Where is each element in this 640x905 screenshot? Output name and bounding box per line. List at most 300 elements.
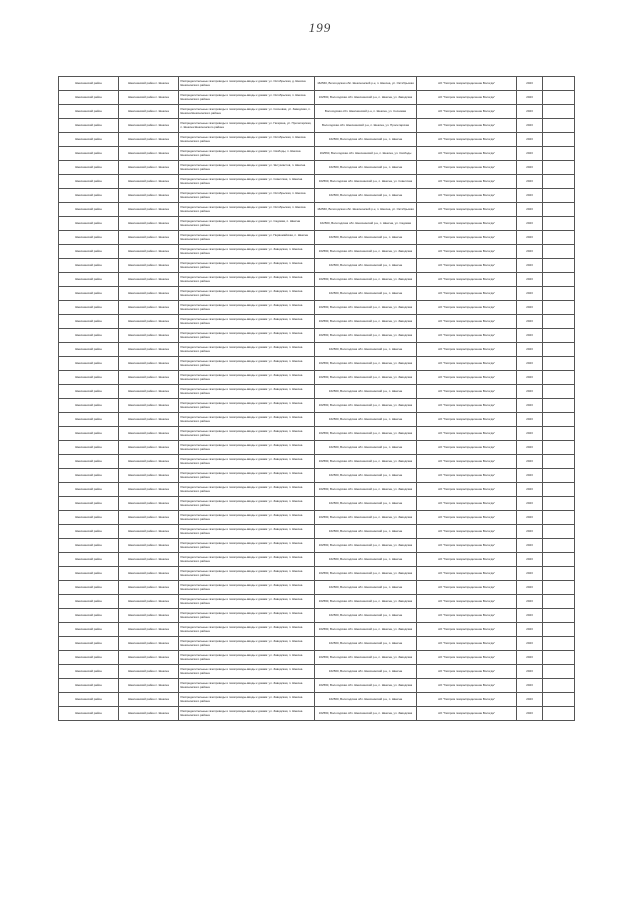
object-description-cell: Распределительные газопроводы и газопроводы-вводы к домам: ул. Заводская, п. Шексна Шекснинского района bbox=[179, 483, 315, 497]
table-row bbox=[59, 175, 575, 189]
organization-cell: АО "Газпром газораспределение Вологда" bbox=[417, 287, 517, 301]
settlement-cell: Шекснинский район п. Шексна bbox=[119, 259, 179, 273]
month-cell bbox=[543, 259, 575, 273]
settlement-cell: Шекснинский район п. Шексна bbox=[119, 273, 179, 287]
month-cell bbox=[543, 525, 575, 539]
table-row bbox=[59, 105, 575, 119]
object-description-cell: Распределительные газопроводы и газопроводы-вводы к домам: ул. Заводская, п. Шексна Шекснинского района bbox=[179, 665, 315, 679]
object-description-cell: Распределительные газопроводы и газопроводы-вводы к домам: ул. Советская, п. Шексна Шекснинского района bbox=[179, 175, 315, 189]
table-row bbox=[59, 427, 575, 441]
settlement-cell: Шекснинский район п. Шексна bbox=[119, 77, 179, 91]
object-description-cell: Распределительные газопроводы и газопроводы-вводы к домам: ул. Энтузиастов, п. Шексна Шекснинского района bbox=[179, 161, 315, 175]
table-row bbox=[59, 539, 575, 553]
organization-cell: АО "Газпром газораспределение Вологда" bbox=[417, 707, 517, 721]
settlement-cell: Шекснинский район п. Шексна bbox=[119, 637, 179, 651]
object-description-cell: Распределительные газопроводы и газопроводы-вводы к домам: ул. Свободы, п. Шексна Шекснинского района bbox=[179, 147, 315, 161]
address-cell: 162560, Вологодская обл. Шекснинский р-н, п. Шексна bbox=[315, 553, 417, 567]
year-cell: 2023 bbox=[517, 679, 543, 693]
settlement-cell: Шекснинский район п. Шексна bbox=[119, 189, 179, 203]
month-cell bbox=[543, 511, 575, 525]
district-cell: Шекснинский район bbox=[59, 287, 119, 301]
organization-cell: АО "Газпром газораспределение Вологда" bbox=[417, 469, 517, 483]
address-cell: 162560, Вологодская обл. Шекснинский р-н, п. Шексна bbox=[315, 497, 417, 511]
district-cell: Шекснинский район bbox=[59, 427, 119, 441]
settlement-cell: Шекснинский район п. Шексна bbox=[119, 455, 179, 469]
year-cell: 2023 bbox=[517, 161, 543, 175]
district-cell: Шекснинский район bbox=[59, 273, 119, 287]
address-cell: 162560, Вологодская обл. Шекснинский р-н, п. Шексна, ул. Заводская bbox=[315, 245, 417, 259]
settlement-cell: Шекснинский район п. Шексна bbox=[119, 91, 179, 105]
district-cell: Шекснинский район bbox=[59, 441, 119, 455]
month-cell bbox=[543, 413, 575, 427]
district-cell: Шекснинский район bbox=[59, 483, 119, 497]
year-cell: 2023 bbox=[517, 707, 543, 721]
district-cell: Шекснинский район bbox=[59, 469, 119, 483]
year-cell: 2023 bbox=[517, 497, 543, 511]
address-cell: 162560, Вологодская обл. Шекснинский р-н, п. Шексна bbox=[315, 161, 417, 175]
district-cell: Шекснинский район bbox=[59, 707, 119, 721]
settlement-cell: Шекснинский район п. Шексна bbox=[119, 693, 179, 707]
settlement-cell: Шекснинский район п. Шексна bbox=[119, 301, 179, 315]
table-row bbox=[59, 357, 575, 371]
object-description-cell: Распределительные газопроводы и газопроводы-вводы к домам: ул. Заводская, п. Шексна Шекснинского района bbox=[179, 441, 315, 455]
object-description-cell: Распределительные газопроводы и газопроводы-вводы к домам: ул. Заводская, п. Шексна Шекснинского района bbox=[179, 581, 315, 595]
year-cell: 2023 bbox=[517, 567, 543, 581]
district-cell: Шекснинский район bbox=[59, 595, 119, 609]
organization-cell: АО "Газпром газораспределение Вологда" bbox=[417, 147, 517, 161]
table-row bbox=[59, 553, 575, 567]
address-cell: 162560, Вологодская обл. Шекснинский р-н, п. Шексна, ул. Заводская bbox=[315, 623, 417, 637]
month-cell bbox=[543, 203, 575, 217]
table-row bbox=[59, 455, 575, 469]
settlement-cell: Шекснинский район п. Шексна bbox=[119, 399, 179, 413]
object-description-cell: Распределительные газопроводы и газопроводы-вводы к домам: ул. Гагарина, ул. Пролетарская, п. Шексна Шекснинского района bbox=[179, 119, 315, 133]
month-cell bbox=[543, 301, 575, 315]
year-cell: 2023 bbox=[517, 273, 543, 287]
month-cell bbox=[543, 707, 575, 721]
district-cell: Шекснинский район bbox=[59, 189, 119, 203]
address-cell: 162560, Вологодская обл. Шекснинский р-н, п. Шексна, ул. Заводская bbox=[315, 91, 417, 105]
month-cell bbox=[543, 77, 575, 91]
object-description-cell: Распределительные газопроводы и газопроводы-вводы к домам: ул. Заводская, п. Шексна Шекснинского района bbox=[179, 315, 315, 329]
address-cell: 162560, Вологодская обл. Шекснинский р-н, п. Шексна, ул. Заводская bbox=[315, 651, 417, 665]
address-cell: 162560, Вологодская обл. Шекснинский р-н, п. Шексна bbox=[315, 133, 417, 147]
object-description-cell: Распределительные газопроводы и газопроводы-вводы к домам: ул. Заводская, п. Шексна Шекснинского района bbox=[179, 567, 315, 581]
organization-cell: АО "Газпром газораспределение Вологда" bbox=[417, 651, 517, 665]
year-cell: 2023 bbox=[517, 357, 543, 371]
table-body bbox=[59, 77, 575, 721]
settlement-cell: Шекснинский район п. Шексна bbox=[119, 679, 179, 693]
table-row bbox=[59, 371, 575, 385]
year-cell: 2023 bbox=[517, 609, 543, 623]
table-row bbox=[59, 91, 575, 105]
object-description-cell: Распределительные газопроводы и газопроводы-вводы к домам: ул. Заводская, п. Шексна Шекснинского района bbox=[179, 707, 315, 721]
object-description-cell: Распределительные газопроводы и газопроводы-вводы к домам: ул. Заводская, п. Шексна Шекснинского района bbox=[179, 623, 315, 637]
month-cell bbox=[543, 679, 575, 693]
organization-cell: АО "Газпром газораспределение Вологда" bbox=[417, 413, 517, 427]
organization-cell: АО "Газпром газораспределение Вологда" bbox=[417, 301, 517, 315]
address-cell: 162560, Вологодская обл. Шекснинский р-н, п. Шексна bbox=[315, 693, 417, 707]
table-row bbox=[59, 609, 575, 623]
object-description-cell: Распределительные газопроводы и газопроводы-вводы к домам: ул. Заводская, п. Шексна Шекснинского района bbox=[179, 637, 315, 651]
settlement-cell: Шекснинский район п. Шексна bbox=[119, 441, 179, 455]
organization-cell: АО "Газпром газораспределение Вологда" bbox=[417, 371, 517, 385]
district-cell: Шекснинский район bbox=[59, 329, 119, 343]
month-cell bbox=[543, 455, 575, 469]
district-cell: Шекснинский район bbox=[59, 413, 119, 427]
object-description-cell: Распределительные газопроводы и газопроводы-вводы к домам: ул. Заводская, п. Шексна Шекснинского района bbox=[179, 371, 315, 385]
year-cell: 2023 bbox=[517, 637, 543, 651]
settlement-cell: Шекснинский район п. Шексна bbox=[119, 623, 179, 637]
month-cell bbox=[543, 217, 575, 231]
year-cell: 2023 bbox=[517, 413, 543, 427]
organization-cell: АО "Газпром газораспределение Вологда" bbox=[417, 105, 517, 119]
district-cell: Шекснинский район bbox=[59, 497, 119, 511]
settlement-cell: Шекснинский район п. Шексна bbox=[119, 665, 179, 679]
year-cell: 2023 bbox=[517, 287, 543, 301]
year-cell: 2023 bbox=[517, 581, 543, 595]
organization-cell: АО "Газпром газораспределение Вологда" bbox=[417, 329, 517, 343]
organization-cell: АО "Газпром газораспределение Вологда" bbox=[417, 679, 517, 693]
organization-cell: АО "Газпром газораспределение Вологда" bbox=[417, 637, 517, 651]
month-cell bbox=[543, 441, 575, 455]
object-description-cell: Распределительные газопроводы и газопроводы-вводы к домам: ул. Заводская, п. Шексна Шекснинского района bbox=[179, 259, 315, 273]
object-description-cell: Распределительные газопроводы и газопроводы-вводы к домам: ул. Садовая, п. Шексна Шекснинского района bbox=[179, 217, 315, 231]
year-cell: 2023 bbox=[517, 217, 543, 231]
district-cell: Шекснинский район bbox=[59, 203, 119, 217]
object-description-cell: Распределительные газопроводы и газопроводы-вводы к домам: ул. Заводская, п. Шексна Шекснинского района bbox=[179, 399, 315, 413]
year-cell: 2023 bbox=[517, 77, 543, 91]
organization-cell: АО "Газпром газораспределение Вологда" bbox=[417, 357, 517, 371]
year-cell: 2023 bbox=[517, 91, 543, 105]
organization-cell: АО "Газпром газораспределение Вологда" bbox=[417, 441, 517, 455]
organization-cell: АО "Газпром газораспределение Вологда" bbox=[417, 553, 517, 567]
month-cell bbox=[543, 357, 575, 371]
year-cell: 2023 bbox=[517, 189, 543, 203]
month-cell bbox=[543, 469, 575, 483]
month-cell bbox=[543, 329, 575, 343]
address-cell: 162560, Вологодская обл. Шекснинский р-н, п. Шексна, ул. Заводская bbox=[315, 329, 417, 343]
district-cell: Шекснинский район bbox=[59, 525, 119, 539]
organization-cell: АО "Газпром газораспределение Вологда" bbox=[417, 343, 517, 357]
district-cell: Шекснинский район bbox=[59, 105, 119, 119]
table-row bbox=[59, 413, 575, 427]
table-row bbox=[59, 147, 575, 161]
year-cell: 2023 bbox=[517, 343, 543, 357]
object-description-cell: Распределительные газопроводы и газопроводы-вводы к домам: ул. Заводская, п. Шексна Шекснинского района bbox=[179, 539, 315, 553]
table-row bbox=[59, 581, 575, 595]
year-cell: 2023 bbox=[517, 175, 543, 189]
settlement-cell: Шекснинский район п. Шексна bbox=[119, 315, 179, 329]
month-cell bbox=[543, 315, 575, 329]
address-cell: 162560, Вологодская обл. Шекснинский р-н, п. Шексна, ул. Заводская bbox=[315, 679, 417, 693]
year-cell: 2023 bbox=[517, 595, 543, 609]
address-cell: 162560, Вологодская обл. Шекснинский р-н, п. Шексна, ул. Заводская bbox=[315, 483, 417, 497]
settlement-cell: Шекснинский район п. Шексна bbox=[119, 469, 179, 483]
table-row bbox=[59, 287, 575, 301]
address-cell: 162560, Вологодская обл. Шекснинский р-н, п. Шексна bbox=[315, 581, 417, 595]
month-cell bbox=[543, 245, 575, 259]
table-row bbox=[59, 483, 575, 497]
organization-cell: АО "Газпром газораспределение Вологда" bbox=[417, 133, 517, 147]
district-cell: Шекснинский район bbox=[59, 385, 119, 399]
district-cell: Шекснинский район bbox=[59, 357, 119, 371]
settlement-cell: Шекснинский район п. Шексна bbox=[119, 231, 179, 245]
settlement-cell: Шекснинский район п. Шексна bbox=[119, 707, 179, 721]
organization-cell: АО "Газпром газораспределение Вологда" bbox=[417, 539, 517, 553]
settlement-cell: Шекснинский район п. Шексна bbox=[119, 651, 179, 665]
district-cell: Шекснинский район bbox=[59, 553, 119, 567]
year-cell: 2023 bbox=[517, 231, 543, 245]
table-row bbox=[59, 665, 575, 679]
organization-cell: АО "Газпром газораспределение Вологда" bbox=[417, 497, 517, 511]
settlement-cell: Шекснинский район п. Шексна bbox=[119, 553, 179, 567]
district-cell: Шекснинский район bbox=[59, 91, 119, 105]
table-row bbox=[59, 441, 575, 455]
address-cell: 162560, Вологодская обл. Шекснинский р-н, п. Шексна bbox=[315, 189, 417, 203]
address-cell: 162560, Вологодская обл. Шекснинский р-н, п. Шексна, ул. Заводская bbox=[315, 539, 417, 553]
table-row bbox=[59, 399, 575, 413]
settlement-cell: Шекснинский район п. Шексна bbox=[119, 567, 179, 581]
settlement-cell: Шекснинский район п. Шексна bbox=[119, 343, 179, 357]
settlement-cell: Шекснинский район п. Шексна bbox=[119, 385, 179, 399]
address-cell: 162560, Вологодская обл. Шекснинский р-н, п. Шексна bbox=[315, 259, 417, 273]
address-cell: 162560, Вологодская обл. Шекснинский р-н, п. Шексна, ул. Заводская bbox=[315, 371, 417, 385]
organization-cell: АО "Газпром газораспределение Вологда" bbox=[417, 665, 517, 679]
table-row bbox=[59, 329, 575, 343]
address-cell: 162560, Вологодская обл. Шекснинский р-н, п. Шексна bbox=[315, 413, 417, 427]
table-row bbox=[59, 77, 575, 91]
organization-cell: АО "Газпром газораспределение Вологда" bbox=[417, 483, 517, 497]
district-cell: Шекснинский район bbox=[59, 665, 119, 679]
district-cell: Шекснинский район bbox=[59, 693, 119, 707]
settlement-cell: Шекснинский район п. Шексна bbox=[119, 133, 179, 147]
address-cell: 162560, Вологодская обл. Шекснинский р-н, п. Шексна, ул. Заводская bbox=[315, 595, 417, 609]
district-cell: Шекснинский район bbox=[59, 245, 119, 259]
table-row bbox=[59, 637, 575, 651]
settlement-cell: Шекснинский район п. Шексна bbox=[119, 539, 179, 553]
settlement-cell: Шекснинский район п. Шексна bbox=[119, 357, 179, 371]
table-row bbox=[59, 679, 575, 693]
object-description-cell: Распределительные газопроводы и газопроводы-вводы к домам: ул. Октябрьская, д. Шексна Шекснинского района bbox=[179, 77, 315, 91]
month-cell bbox=[543, 147, 575, 161]
organization-cell: АО "Газпром газораспределение Вологда" bbox=[417, 623, 517, 637]
object-description-cell: Распределительные газопроводы и газопроводы-вводы к домам: ул. Заводская, п. Шексна Шекснинского района bbox=[179, 679, 315, 693]
object-description-cell: Распределительные газопроводы и газопроводы-вводы к домам: ул. Заводская, п. Шексна Шекснинского района bbox=[179, 413, 315, 427]
object-description-cell: Распределительные газопроводы и газопроводы-вводы к домам: ул. Сосновая, ул. Заводская, п. Шексна Шекснинского района bbox=[179, 105, 315, 119]
year-cell: 2023 bbox=[517, 427, 543, 441]
month-cell bbox=[543, 497, 575, 511]
organization-cell: АО "Газпром газораспределение Вологда" bbox=[417, 427, 517, 441]
address-cell: 162560, Вологодская обл. Шекснинский р-н, п. Шексна, ул. Садовая bbox=[315, 217, 417, 231]
district-cell: Шекснинский район bbox=[59, 259, 119, 273]
organization-cell: АО "Газпром газораспределение Вологда" bbox=[417, 511, 517, 525]
organization-cell: АО "Газпром газораспределение Вологда" bbox=[417, 245, 517, 259]
organization-cell: АО "Газпром газораспределение Вологда" bbox=[417, 609, 517, 623]
organization-cell: АО "Газпром газораспределение Вологда" bbox=[417, 91, 517, 105]
month-cell bbox=[543, 287, 575, 301]
object-description-cell: Распределительные газопроводы и газопроводы-вводы к домам: ул. Октябрьская, п. Шексна Шекснинского района bbox=[179, 189, 315, 203]
table-row bbox=[59, 511, 575, 525]
table-row bbox=[59, 469, 575, 483]
organization-cell: АО "Газпром газораспределение Вологда" bbox=[417, 399, 517, 413]
object-description-cell: Распределительные газопроводы и газопроводы-вводы к домам: ул. Заводская, п. Шексна Шекснинского района bbox=[179, 301, 315, 315]
month-cell bbox=[543, 385, 575, 399]
organization-cell: АО "Газпром газораспределение Вологда" bbox=[417, 693, 517, 707]
page-number: 199 bbox=[308, 20, 332, 35]
address-cell: 162560, Вологодская обл. Шекснинский р-н, п. Шексна bbox=[315, 609, 417, 623]
table-row bbox=[59, 497, 575, 511]
table-row bbox=[59, 259, 575, 273]
address-cell: 162560, Вологодская обл. Шекснинский р-н, п. Шексна, ул. Заводская bbox=[315, 511, 417, 525]
month-cell bbox=[543, 623, 575, 637]
month-cell bbox=[543, 483, 575, 497]
object-description-cell: Распределительные газопроводы и газопроводы-вводы к домам: ул. Заводская, п. Шексна Шекснинского района bbox=[179, 469, 315, 483]
address-cell: Вологодская обл. Шекснинский р-н, п. Шексна, ул. Пролетарская bbox=[315, 119, 417, 133]
organization-cell: АО "Газпром газораспределение Вологда" bbox=[417, 161, 517, 175]
month-cell bbox=[543, 133, 575, 147]
address-cell: 162560, Вологодская обл. Шекснинский р-н, п. Шексна bbox=[315, 343, 417, 357]
organization-cell: АО "Газпром газораспределение Вологда" bbox=[417, 203, 517, 217]
address-cell: 162560, Вологодская обл. Шекснинский р-н, п. Шексна, ул. Октябрьская bbox=[315, 77, 417, 91]
object-description-cell: Распределительные газопроводы и газопроводы-вводы к домам: ул. Первомайская, п. Шексна Шекснинского района bbox=[179, 231, 315, 245]
month-cell bbox=[543, 231, 575, 245]
object-description-cell: Распределительные газопроводы и газопроводы-вводы к домам: ул. Октябрьская, п. Шексна Шекснинского района bbox=[179, 91, 315, 105]
address-cell: Вологодская обл. Шекснинский р-н, п. Шексна, ул. Сосновая bbox=[315, 105, 417, 119]
year-cell: 2023 bbox=[517, 483, 543, 497]
organization-cell: АО "Газпром газораспределение Вологда" bbox=[417, 315, 517, 329]
table-row bbox=[59, 595, 575, 609]
settlement-cell: Шекснинский район п. Шексна bbox=[119, 427, 179, 441]
settlement-cell: Шекснинский район п. Шексна bbox=[119, 497, 179, 511]
district-cell: Шекснинский район bbox=[59, 511, 119, 525]
year-cell: 2023 bbox=[517, 329, 543, 343]
settlement-cell: Шекснинский район п. Шексна bbox=[119, 595, 179, 609]
address-cell: 162560, Вологодская обл. Шекснинский р-н, п. Шексна, ул. Заводская bbox=[315, 567, 417, 581]
district-cell: Шекснинский район bbox=[59, 315, 119, 329]
month-cell bbox=[543, 273, 575, 287]
district-cell: Шекснинский район bbox=[59, 133, 119, 147]
settlement-cell: Шекснинский район п. Шексна bbox=[119, 119, 179, 133]
table-row bbox=[59, 189, 575, 203]
year-cell: 2023 bbox=[517, 539, 543, 553]
month-cell bbox=[543, 553, 575, 567]
settlement-cell: Шекснинский район п. Шексна bbox=[119, 371, 179, 385]
organization-cell: АО "Газпром газораспределение Вологда" bbox=[417, 273, 517, 287]
organization-cell: АО "Газпром газораспределение Вологда" bbox=[417, 119, 517, 133]
month-cell bbox=[543, 567, 575, 581]
month-cell bbox=[543, 539, 575, 553]
settlement-cell: Шекснинский район п. Шексна bbox=[119, 147, 179, 161]
year-cell: 2023 bbox=[517, 553, 543, 567]
settlement-cell: Шекснинский район п. Шексна bbox=[119, 511, 179, 525]
object-description-cell: Распределительные газопроводы и газопроводы-вводы к домам: ул. Заводская, п. Шексна Шекснинского района bbox=[179, 385, 315, 399]
table-row bbox=[59, 343, 575, 357]
settlement-cell: Шекснинский район п. Шексна bbox=[119, 581, 179, 595]
district-cell: Шекснинский район bbox=[59, 679, 119, 693]
organization-cell: АО "Газпром газораспределение Вологда" bbox=[417, 581, 517, 595]
year-cell: 2023 bbox=[517, 105, 543, 119]
address-cell: 162560, Вологодская обл. Шекснинский р-н, п. Шексна bbox=[315, 287, 417, 301]
district-cell: Шекснинский район bbox=[59, 231, 119, 245]
district-cell: Шекснинский район bbox=[59, 301, 119, 315]
month-cell bbox=[543, 371, 575, 385]
organization-cell: АО "Газпром газораспределение Вологда" bbox=[417, 525, 517, 539]
district-cell: Шекснинский район bbox=[59, 609, 119, 623]
object-description-cell: Распределительные газопроводы и газопроводы-вводы к домам: ул. Заводская, п. Шексна Шекснинского района bbox=[179, 273, 315, 287]
settlement-cell: Шекснинский район п. Шексна bbox=[119, 287, 179, 301]
year-cell: 2023 bbox=[517, 245, 543, 259]
table-row bbox=[59, 161, 575, 175]
address-cell: 162560, Вологодская обл. Шекснинский р-н, п. Шексна, ул. Заводская bbox=[315, 707, 417, 721]
year-cell: 2023 bbox=[517, 399, 543, 413]
settlement-cell: Шекснинский район п. Шексна bbox=[119, 105, 179, 119]
month-cell bbox=[543, 189, 575, 203]
district-cell: Шекснинский район bbox=[59, 119, 119, 133]
table-row bbox=[59, 623, 575, 637]
district-cell: Шекснинский район bbox=[59, 161, 119, 175]
object-description-cell: Распределительные газопроводы и газопроводы-вводы к домам: ул. Октябрьская, п. Шексна Шекснинского района bbox=[179, 133, 315, 147]
address-cell: 162560, Вологодская обл. Шекснинский р-н, п. Шексна, ул. Советская bbox=[315, 175, 417, 189]
organization-cell: АО "Газпром газораспределение Вологда" bbox=[417, 217, 517, 231]
district-cell: Шекснинский район bbox=[59, 651, 119, 665]
table-row bbox=[59, 315, 575, 329]
year-cell: 2023 bbox=[517, 301, 543, 315]
organization-cell: АО "Газпром газораспределение Вологда" bbox=[417, 385, 517, 399]
organization-cell: АО "Газпром газораспределение Вологда" bbox=[417, 455, 517, 469]
table-row bbox=[59, 385, 575, 399]
year-cell: 2023 bbox=[517, 147, 543, 161]
object-description-cell: Распределительные газопроводы и газопроводы-вводы к домам: ул. Заводская, п. Шексна Шекснинского района bbox=[179, 329, 315, 343]
object-description-cell: Распределительные газопроводы и газопроводы-вводы к домам: ул. Заводская, п. Шексна Шекснинского района bbox=[179, 497, 315, 511]
object-description-cell: Распределительные газопроводы и газопроводы-вводы к домам: ул. Заводская, п. Шексна Шекснинского района bbox=[179, 511, 315, 525]
object-description-cell: Распределительные газопроводы и газопроводы-вводы к домам: ул. Заводская, п. Шексна Шекснинского района bbox=[179, 343, 315, 357]
month-cell bbox=[543, 119, 575, 133]
settlement-cell: Шекснинский район п. Шексна bbox=[119, 161, 179, 175]
address-cell: 162560, Вологодская обл. Шекснинский р-н, п. Шексна bbox=[315, 637, 417, 651]
organization-cell: АО "Газпром газораспределение Вологда" bbox=[417, 77, 517, 91]
month-cell bbox=[543, 343, 575, 357]
address-cell: 162560, Вологодская обл. Шекснинский р-н, п. Шексна, ул. Заводская bbox=[315, 315, 417, 329]
address-cell: 162560, Вологодская обл. Шекснинский р-н, п. Шексна, ул. Свободы bbox=[315, 147, 417, 161]
address-cell: 162560, Вологодская обл. Шекснинский р-н, п. Шексна, ул. Заводская bbox=[315, 427, 417, 441]
district-cell: Шекснинский район bbox=[59, 217, 119, 231]
year-cell: 2023 bbox=[517, 693, 543, 707]
district-cell: Шекснинский район bbox=[59, 77, 119, 91]
address-cell: 162560, Вологодская обл. Шекснинский р-н, п. Шексна, ул. Октябрьская bbox=[315, 203, 417, 217]
object-description-cell: Распределительные газопроводы и газопроводы-вводы к домам: ул. Заводская, п. Шексна Шекснинского района bbox=[179, 427, 315, 441]
year-cell: 2023 bbox=[517, 525, 543, 539]
address-cell: 162560, Вологодская обл. Шекснинский р-н, п. Шексна bbox=[315, 441, 417, 455]
district-cell: Шекснинский район bbox=[59, 455, 119, 469]
year-cell: 2023 bbox=[517, 623, 543, 637]
organization-cell: АО "Газпром газораспределение Вологда" bbox=[417, 595, 517, 609]
district-cell: Шекснинский район bbox=[59, 539, 119, 553]
table-row bbox=[59, 693, 575, 707]
gas-pipeline-register-table bbox=[58, 76, 575, 721]
settlement-cell: Шекснинский район п. Шексна bbox=[119, 525, 179, 539]
month-cell bbox=[543, 161, 575, 175]
organization-cell: АО "Газпром газораспределение Вологда" bbox=[417, 175, 517, 189]
year-cell: 2023 bbox=[517, 371, 543, 385]
table-row bbox=[59, 245, 575, 259]
month-cell bbox=[543, 637, 575, 651]
year-cell: 2023 bbox=[517, 665, 543, 679]
month-cell bbox=[543, 399, 575, 413]
month-cell bbox=[543, 665, 575, 679]
district-cell: Шекснинский район bbox=[59, 343, 119, 357]
table-row bbox=[59, 525, 575, 539]
